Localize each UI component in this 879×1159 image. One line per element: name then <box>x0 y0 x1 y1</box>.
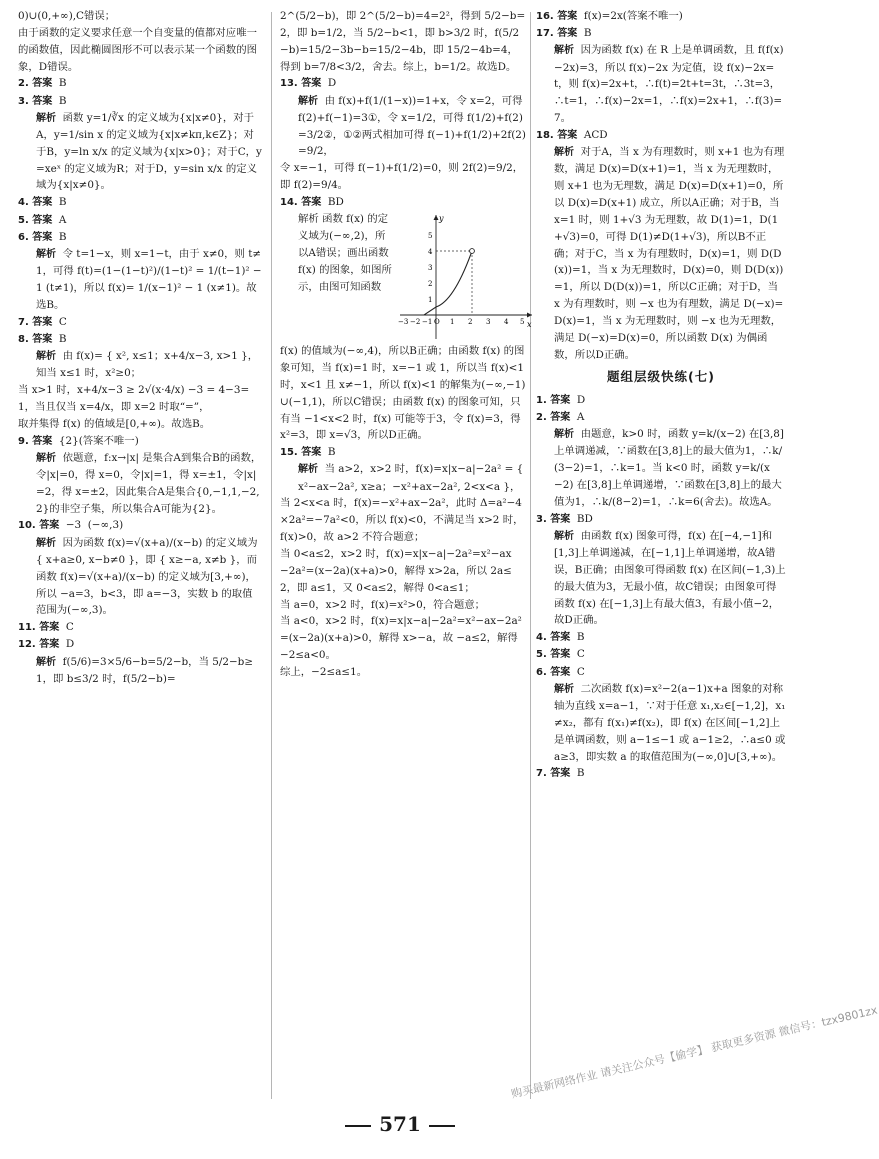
entry-label: 1. 答案 <box>536 394 571 406</box>
entry-text: B <box>327 446 336 459</box>
entry-text: 依题意，f:x→|x| 是集合A到集合B的函数，令|x|=0，得 x=0，令|x|=1，得 x=±1，令|x|=2，得 x=±2，因此集合A是集合{0,−1,1,−2,2}的非空子集，所以集合A可能为{2}。 <box>36 451 262 515</box>
text-paragraph <box>280 8 526 75</box>
entry-label: 7. 答案 <box>18 316 53 328</box>
answer-entry <box>18 636 262 653</box>
y-tick-label: 5 <box>428 232 433 241</box>
answer-entry <box>18 433 262 450</box>
answer-entry <box>536 681 789 766</box>
answer-entry <box>536 8 786 25</box>
entry-label: 解析 <box>554 45 574 57</box>
entry-label: 7. 答案 <box>536 768 571 780</box>
entry-text: D <box>327 77 337 90</box>
entry-label: 17. 答案 <box>536 28 578 40</box>
text-paragraph <box>280 495 526 546</box>
answer-entry <box>18 93 262 110</box>
entry-text: 由函数 f(x) 图象可得，f(x) 在[−4,−1]和[1,3]上单调递减，在[−1,1]上单调递增，故A错误，B正确；由图象可得函数 f(x) 在区间(−1,3)上的最大值为3，无最小值，故C错误；由图象可得函数 f(x) 在[−1,3]上有最大值3，有最小值−2，故D正确。 <box>554 529 786 627</box>
answer-entry <box>536 426 786 511</box>
right-column-top <box>536 8 786 363</box>
entry-text: B <box>58 230 67 243</box>
entry-text: C <box>576 665 585 678</box>
answer-entry <box>18 229 262 246</box>
entry-text: 因为函数 f(x)=√(x+a)/(x−b) 的定义域为 { x+a≥0, x−b≠0 }，即 { x≥−a, x≠b }，而函数 f(x)=√(x+a)/(x−b) 的定义域为[3,+∞)，所以 −a=3，b<3，即 a=−3，实数 b 的取值范围为(−∞,3)。 <box>36 536 261 617</box>
answer-entry <box>18 212 262 229</box>
answer-entry <box>18 535 262 620</box>
entry-text: D <box>65 638 75 651</box>
text-paragraph <box>280 613 526 664</box>
entry-text: 因为函数 f(x) 在 R 上是单调函数，且 f(f(x)−2x)=3，所以 f(x)−2x 为定值，设 f(x)−2x=t，则 f(x)=2x+t，∴f(t)=2t+t=3t，∴3t=3，∴t=1，∴f(x)−2x=1，∴f(x)=2x+1，∴f(3)=7。 <box>554 44 784 125</box>
answer-entry <box>18 75 262 92</box>
text-paragraph <box>280 343 526 444</box>
text-paragraph <box>280 597 526 614</box>
answer-entry <box>536 528 786 629</box>
entry-text: 当 0<a≤2，x>2 时，f(x)=x|x−a|−2a²=x²−ax−2a²=(x−2a)(x+a)>0，解得 x>2a，所以 2a≤2，即 a≤1，又 0<a≤2，解得 0<a≤1； <box>280 547 512 594</box>
entry-text: 当 a>2，x>2 时，f(x)=x|x−a|−2a² = { x²−ax−2a², x≥a；−x²+ax−2a², 2<x<a }， <box>298 463 527 493</box>
x-axis-label: x <box>527 320 532 330</box>
answer-entry <box>280 93 526 161</box>
text-paragraph <box>280 546 526 597</box>
answer-entry <box>18 348 262 382</box>
answer-entry <box>536 42 786 127</box>
section-title: 题组层级快练(七) <box>607 369 715 385</box>
y-axis-arrow <box>434 215 439 220</box>
entry-label: 13. 答案 <box>280 78 322 90</box>
text-paragraph <box>18 382 262 416</box>
entry-text: BD <box>576 512 593 525</box>
entry-label: 解析 <box>554 683 574 695</box>
function-graph <box>394 211 536 343</box>
answer-entry <box>18 450 262 518</box>
entry-label: 6. 答案 <box>18 231 53 243</box>
answer-entry <box>280 461 526 495</box>
answer-entry <box>18 331 262 348</box>
entry-label: 2. 答案 <box>536 411 571 423</box>
entry-text: 综上，−2≤a≤1。 <box>280 665 368 678</box>
text-paragraph <box>280 664 526 681</box>
entry-label: 6. 答案 <box>536 666 571 678</box>
middle-column <box>280 8 532 681</box>
entry-text: ACD <box>583 128 608 141</box>
entry-label: 解析 <box>36 452 56 464</box>
text-paragraph <box>18 25 262 76</box>
answer-entry <box>536 127 786 144</box>
entry-label: 5. 答案 <box>536 649 571 661</box>
entry-text: 函数 y=1/∛x 的定义域为{x|x≠0}，对于A，y=1/sin x 的定义域为{x|x≠kπ,k∈Z}；对于B，y=ln x/x 的定义域为{x|x>0}；对于C，y=xeˣ 的定义域为R；对于D，y=sin x/x 的定义域为{x|x≠0}。 <box>36 111 262 192</box>
entry-text: f(5/6)=3×5/6−b=5/2−b，当 5/2−b≥1，即 b≤3/2 时，f(5/2−b)= <box>36 655 254 685</box>
entry-label: 8. 答案 <box>18 333 53 345</box>
entry-text: A <box>576 410 585 423</box>
answer-entry <box>536 664 786 681</box>
entry-text: C <box>576 648 585 661</box>
entry-label: 4. 答案 <box>536 632 571 644</box>
x-tick-label: 5 <box>520 318 525 327</box>
x-tick-label: 3 <box>486 318 491 327</box>
x-tick-label: 2 <box>468 318 473 327</box>
entry-label: 14. 答案 <box>280 196 322 208</box>
entry-label: 15. 答案 <box>280 447 322 459</box>
entry-label: 解析 <box>36 248 56 260</box>
entry-label: 3. 答案 <box>18 95 53 107</box>
answer-entry <box>18 194 262 211</box>
y-tick-label: 4 <box>428 248 433 257</box>
entry-text: 当 x>1 时，x+4/x−3 ≥ 2√(x·4/x) −3 = 4−3=1，当且仅当 x=4/x，即 x=2 时取“=”， <box>18 384 250 413</box>
answer-entry <box>536 409 786 426</box>
entry-label: 10. 答案 <box>18 520 60 532</box>
entry-text: f(x) 的值域为(−∞,4)，所以B正确；由函数 f(x) 的图象可知，当 f(x)=1 时，x=−1 或 1，所以当 f(x)<1 时，x<1 且 x≠−1，所以 f(x)<1 的解集为(−∞,−1)∪(−1,1)，所以C错误；由函数 f(x) 的图象可知，只有当 −1<x<2 时，f(x) 可能等于3，令 f(x)=3，得 x²=3，即 x=√3，所以D正确。 <box>280 345 528 442</box>
entry-label: 解析 <box>36 537 56 549</box>
entry-text: C <box>65 621 74 634</box>
answer-entry <box>18 246 265 314</box>
entry-text: 2^(5/2−b)，即 2^(5/2−b)=4=2²，得到 5/2−b=2，即 b=1/2，当 5/2−b<1，即 b>3/2 时，f(5/2−b)=15/2−3b−b=15/2−4b，即 15/2−4b=4，得到 b=7/8<3/2，舍去。综上，b=1/2。故选D。 <box>280 10 526 73</box>
entry-label: 解析 <box>36 350 56 362</box>
answer-entry <box>18 110 262 195</box>
watermark-text: 购买最新网络作业 请关注公众号【偷学】 获取更多资源 微信号：tzx9801zx <box>510 1003 879 1101</box>
right-column <box>536 8 789 783</box>
text-paragraph <box>18 416 262 433</box>
entry-text: B <box>58 196 67 209</box>
column-divider <box>530 12 531 1099</box>
entry-label: 解析 <box>298 464 318 476</box>
answer-entry <box>536 511 786 528</box>
text-paragraph <box>18 8 262 25</box>
entry-label: 16. 答案 <box>536 11 578 22</box>
middle-column-bottom <box>280 343 526 681</box>
graph-caption-text: 解析 函数 f(x) 的定义域为(−∞,2)，所以A错误；画出函数 f(x) 的图象，如图所示，由图可知函数 <box>298 213 392 293</box>
y-axis-label: y <box>439 214 444 224</box>
answer-entry <box>280 444 526 461</box>
x-tick-label: 4 <box>504 318 509 327</box>
entry-text: 由于函数的定义要求任意一个自变量的值都对应唯一的函数值，因此椭圆图形不可以表示某一个函数的图象，D错误。 <box>18 26 257 73</box>
entry-text: 0)∪(0,+∞),C错误； <box>18 10 116 22</box>
page-number: 571 <box>0 1112 800 1136</box>
entry-text: 由 f(x)+f(1/(1−x))=1+x，令 x=2，可得 f(2)+f(−1)=3①，令 x=1/2，可得 f(1/2)+f(2)=3/2②，①②两式相加可得 f(−1)+f(1/2)+2f(2)=9/2， <box>298 94 526 158</box>
x-tick-label: −1 <box>422 318 433 327</box>
entry-text: 由题意，k>0 时，函数 y=k/(x−2) 在[3,8]上单调递减，∵函数在[3,8]上的最大值为1，∴k/(3−2)=1，∴k=1。当 k<0 时，函数 y=k/(x−2) 在[3,8]上单调递增，∵函数在[3,8]上的最大值为1，∴k/(8−2)=1，∴k=6(舍去)。故选A。 <box>554 428 784 508</box>
column-divider <box>271 12 272 1099</box>
entry-text: D <box>576 393 586 406</box>
answer-entry <box>536 144 786 363</box>
answer-entry <box>536 392 786 409</box>
y-tick-label: 1 <box>428 296 433 305</box>
entry-label: 4. 答案 <box>18 197 53 209</box>
entry-text: BD <box>327 195 344 208</box>
entry-text: C <box>58 315 67 328</box>
text-paragraph <box>280 160 526 194</box>
entry-text: B <box>58 332 67 345</box>
entry-text: 当 a=0，x>2 时，f(x)=x²>0，符合题意； <box>280 598 486 611</box>
entry-text: f(x)=2x(答案不唯一) <box>583 10 683 22</box>
answer-entry <box>18 654 262 688</box>
entry-text: 当 2<x<a 时，f(x)=−x²+ax−2a²，此时 Δ=a²−4×2a²=−7a²<0，所以 f(x)<0，不满足当 x>2 时，f(x)>0，故 a>2 不符合题意； <box>280 497 524 544</box>
answer-entry <box>280 75 526 92</box>
entry-text: B <box>58 94 67 107</box>
entry-label: 18. 答案 <box>536 129 578 141</box>
function-curve <box>402 251 472 315</box>
entry-text: 由 f(x)= { x², x≤1；x+4/x−3, x>1 }，知当 x≤1 时，x²≥0； <box>36 349 259 380</box>
entry-label: 9. 答案 <box>18 435 53 447</box>
entry-label: 解析 <box>554 530 574 542</box>
answer-entry <box>18 619 262 636</box>
entry-label: 解析 <box>36 656 56 668</box>
x-tick-label: −2 <box>410 318 421 327</box>
entry-text: {2}(答案不唯一) <box>58 434 139 447</box>
answer-entry <box>18 517 262 534</box>
entry-label: 12. 答案 <box>18 639 60 651</box>
x-tick-label: 1 <box>450 318 455 327</box>
entry-label: 2. 答案 <box>18 78 53 90</box>
entry-text: B <box>58 77 67 90</box>
answer-entry <box>536 646 786 663</box>
left-column <box>18 8 265 688</box>
entry-text: B <box>576 631 585 644</box>
answer-entry <box>18 314 262 331</box>
entry-label: 解析 <box>554 429 574 441</box>
x-tick-label: −3 <box>398 318 409 327</box>
y-tick-label: 2 <box>428 280 433 289</box>
entry-text: B <box>583 27 592 40</box>
problem-14-figure-block <box>280 211 532 343</box>
right-column-bottom <box>536 392 789 783</box>
entry-text: B <box>576 767 585 780</box>
y-tick-label: 3 <box>428 264 433 273</box>
entry-text: 取并集得 f(x) 的值域是[0,+∞)。故选B。 <box>18 417 211 430</box>
entry-text: −3 (−∞,3) <box>65 519 124 532</box>
entry-label: 解析 <box>36 112 56 124</box>
answer-entry <box>536 629 786 646</box>
entry-label: 解析 <box>554 147 574 159</box>
x-tick-label: O <box>434 318 440 327</box>
entry-label: 解析 <box>298 95 318 107</box>
entry-text: 对于A，当 x 为有理数时，则 x+1 也为有理数，满足 D(x)=D(x+1)=1，当 x 为无理数时，则 x+1 也为无理数，满足 D(x)=D(x+1)=0，所以 D(x)=D(x+1) 成立，所以A正确；对于B，当 x=1 时，则 1+√3 为无理数，故 D(1)=1，D(1+√3)=0，可得 D(1)≠D(1+√3)，所以B不正确；对于C，当 x 为有理数时，D(x)=1，则 D(D(x))=1，当 x 为无理数时，D(x)=0，则 D(D(x))=1，所以 D(D(x))=1，所以C正确；对于D，当 x 为有理数时，则 −x 也为有理数，满足 D(−x)=D(x)=1，当 x 为无理数时，则 −x 也为无理数，满足 D(−x)=D(x)=0，所以函数 D(x) 为偶函数，所以D正确。 <box>554 146 785 361</box>
entry-text: A <box>58 213 67 226</box>
x-axis-arrow <box>527 313 532 318</box>
open-endpoint <box>470 249 475 254</box>
middle-column-top <box>280 8 526 211</box>
entry-text: 当 a<0，x>2 时，f(x)=x|x−a|−2a²=x²−ax−2a²=(x−2a)(x+a)>0，解得 x>−a，故 −a≤2，解得 −2≤a<0。 <box>280 615 522 662</box>
answer-entry <box>536 25 786 42</box>
entry-label: 11. 答案 <box>18 622 60 634</box>
answer-entry <box>280 194 526 211</box>
entry-text: 二次函数 f(x)=x²−2(a−1)x+a 图象的对称轴为直线 x=a−1，∵对于任意 x₁,x₂∈[−1,2]，x₁≠x₂，都有 f(x₁)≠f(x₂)，即 f(x) 在区间[−1,2]上是单调函数，则 a−1≤−1 或 a−1≥2，∴a≤0 或 a≥3，即实数 a 的取值范围为(−∞,0]∪[3,+∞)。 <box>554 682 789 763</box>
entry-text: 令 t=1−x，则 x=1−t，由于 x≠0，则 t≠1，可得 f(t)=(1−(1−t)²)/(1−t)² = 1/(t−1)² − 1 (t≠1)，所以 f(x)= 1/(x−1)² − 1 (x≠1)。故选B。 <box>36 247 265 311</box>
answer-entry <box>536 765 786 782</box>
entry-label: 3. 答案 <box>536 513 571 525</box>
entry-text: 令 x=−1，可得 f(−1)+f(1/2)=0，则 2f(2)=9/2，即 f(2)=9/4。 <box>280 162 524 192</box>
entry-label: 5. 答案 <box>18 214 53 226</box>
